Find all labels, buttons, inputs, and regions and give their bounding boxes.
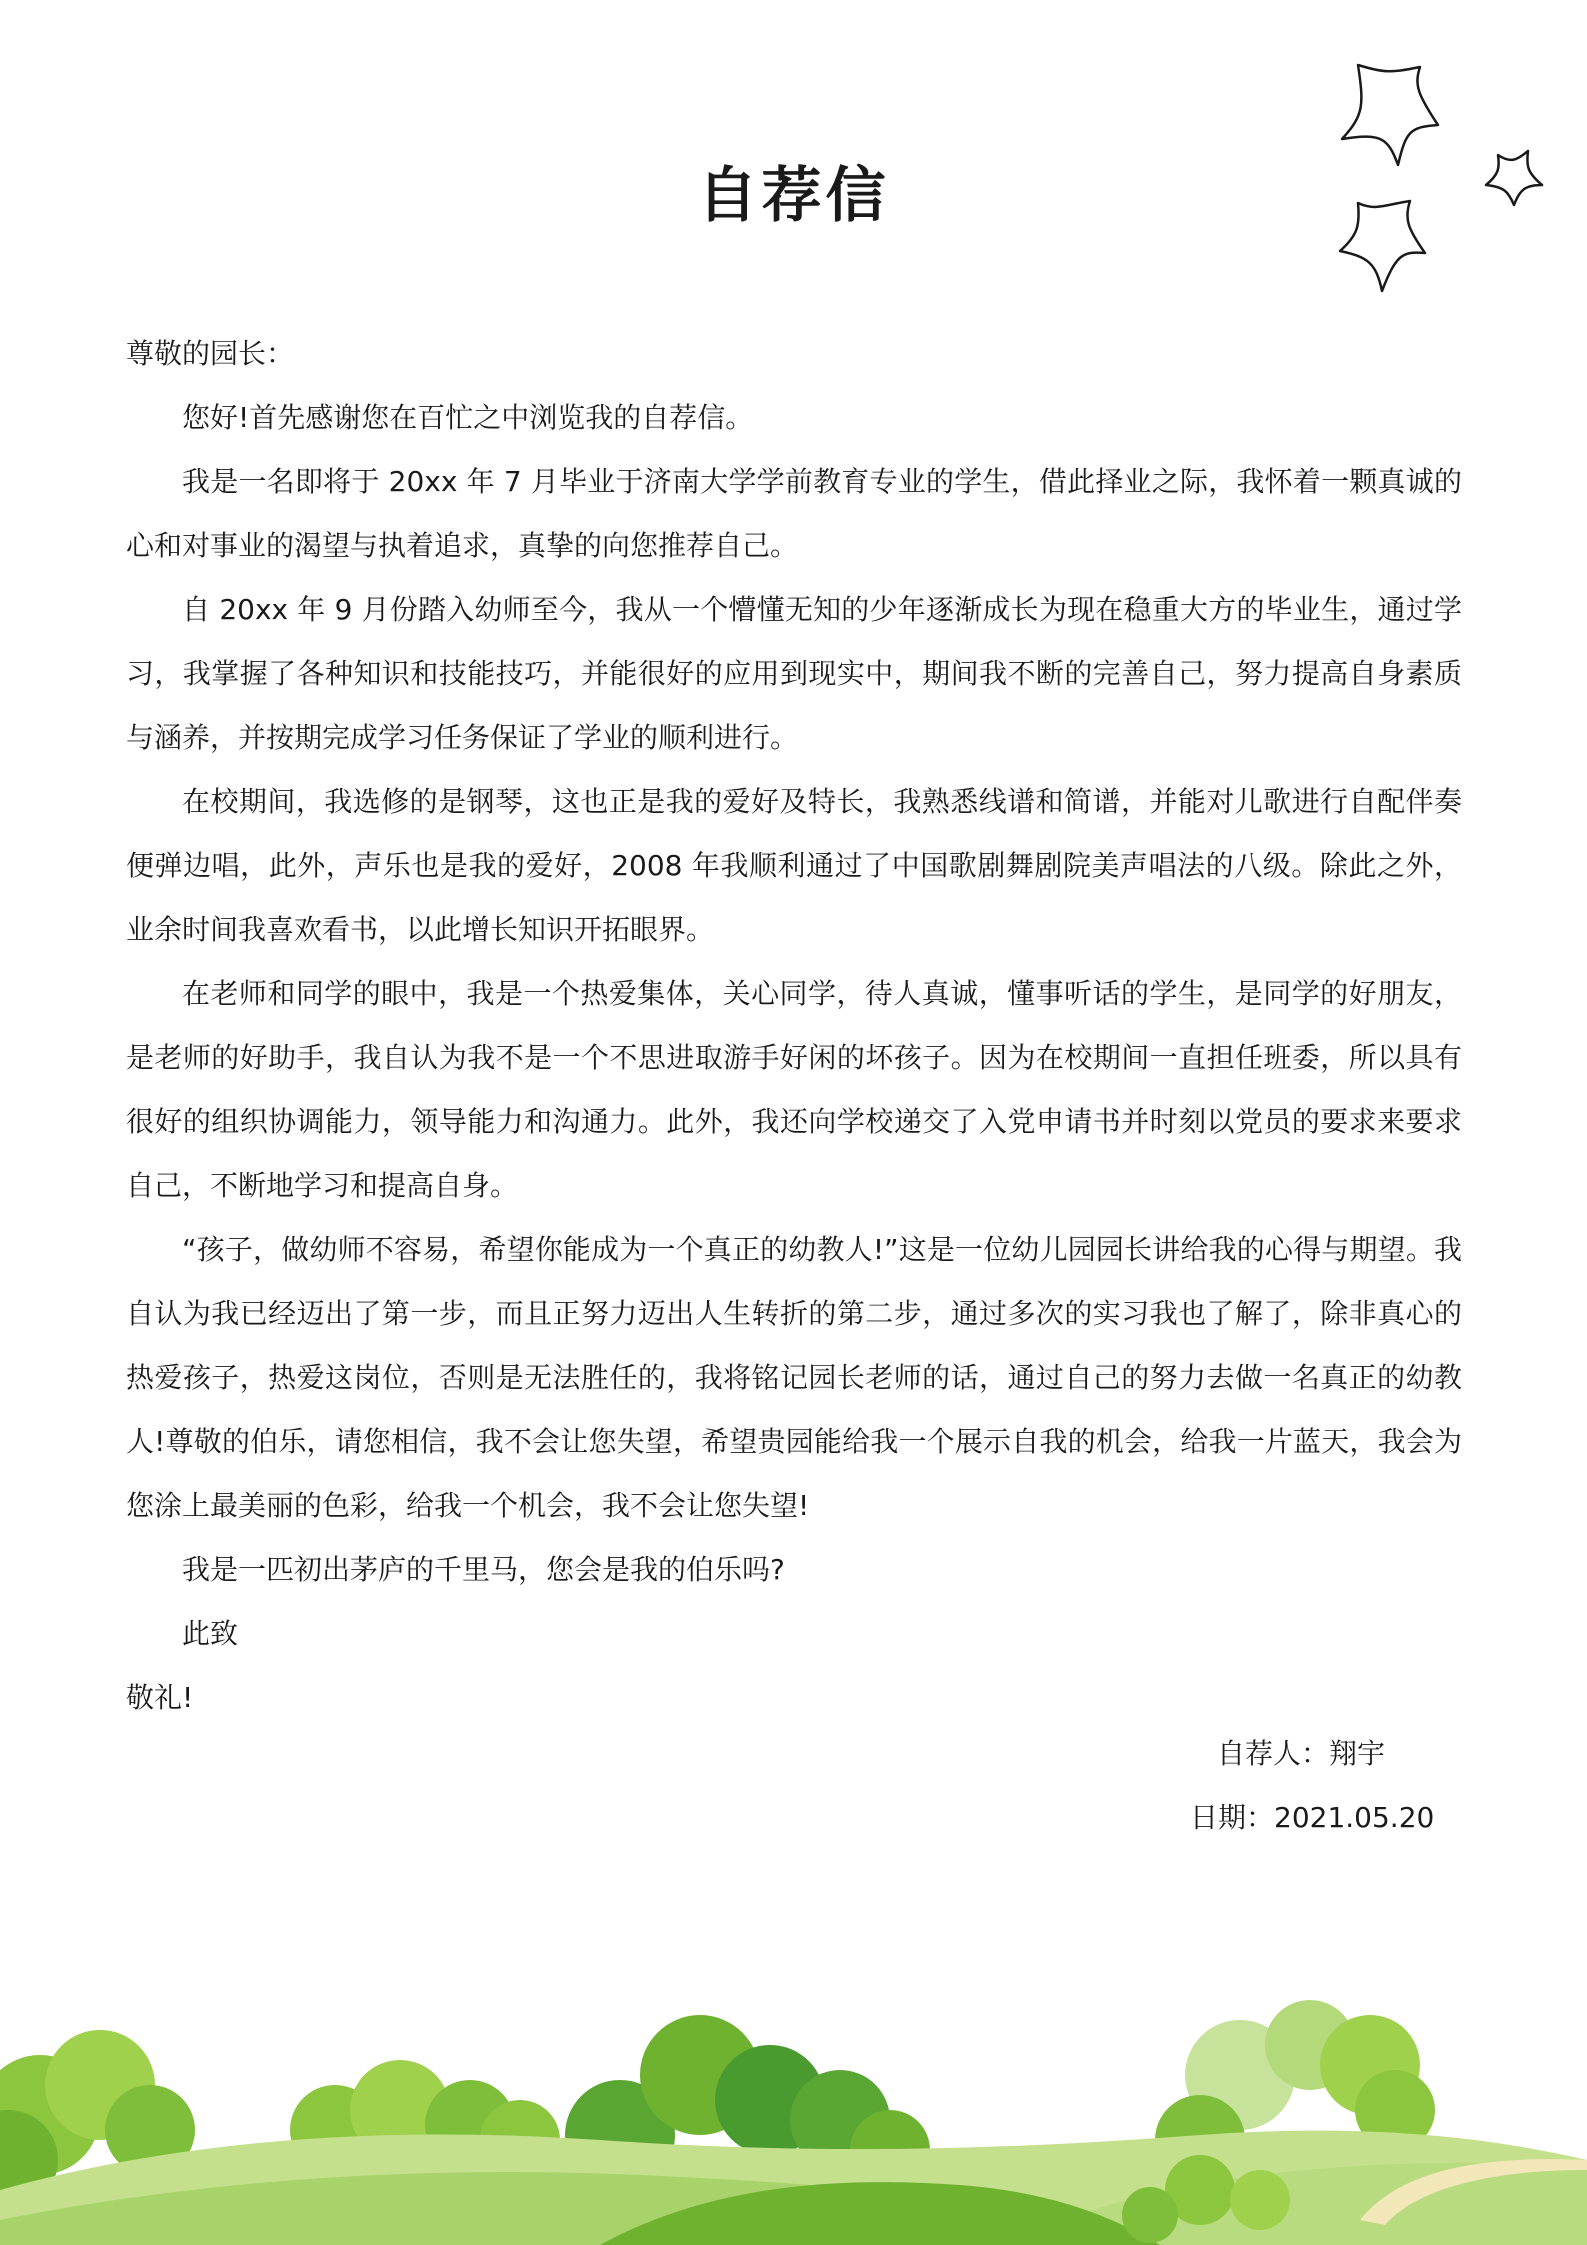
closing: 敬礼! (126, 1681, 194, 1714)
signer: 自荐人：翔宇 (1217, 1737, 1386, 1770)
star-outline-icon (1330, 55, 1550, 300)
star-small-icon (1486, 151, 1542, 205)
salutation: 尊敬的园长： (126, 337, 295, 370)
date: 日期：2021.05.20 (1190, 1801, 1435, 1834)
paragraph-zhici: 此致 (182, 1617, 239, 1650)
paragraph-skills: 在校期间，我选修的是钢琴，这也正是我的爱好及特长，我熟悉线谱和简谱，并能对儿歌进行自配伴奏便弹边唱，此外，声乐也是我的爱好，2008 年我顺利通过了中国歌剧舞剧院美声唱法的八级。除此之外，业余时间我喜欢看书，以此增长知识开拓眼界。 (126, 785, 1462, 946)
paragraph-greeting: 您好!首先感谢您在百忙之中浏览我的自荐信。 (182, 401, 754, 434)
star-medium-icon (1340, 201, 1425, 291)
paragraph-aspiration: “孩子，做幼师不容易，希望你能成为一个真正的幼教人!”这是一位幼儿园园长讲给我的心得与期望。我自认为我已经迈出了第一步，而且正努力迈出人生转折的第二步，通过多次的实习我也了解了，除非真心的热爱孩子，热爱这岗位，否则是无法胜任的，我将铭记园长老师的话，通过自己的努力去做一名真正的幼教人!尊敬的伯乐，请您相信，我不会让您失望，希望贵园能给我一个展示自我的机会，给我一片蓝天，我会为您涂上最美丽的色彩，给我一个机会，我不会让您失望! (126, 1233, 1462, 1522)
document-title: 自荐信 (697, 161, 890, 231)
star-large-icon (1342, 65, 1438, 165)
paragraph-character: 在老师和同学的眼中，我是一个热爱集体，关心同学，待人真诚，懂事听话的学生，是同学的好朋友，是老师的好助手，我自认为我不是一个不思进取游手好闲的坏孩子。因为在校期间一直担任班委，所以具有很好的组织协调能力，领导能力和沟通力。此外，我还向学校递交了入党申请书并时刻以党员的要求来要求自己，不断地学习和提高自身。 (126, 977, 1462, 1202)
paragraph-intro: 我是一名即将于 20xx 年 7 月毕业于济南大学学前教育专业的学生，借此择业之际，我怀着一颗真诚的心和对事业的渴望与执着追求，真挚的向您推荐自己。 (126, 465, 1462, 562)
paragraph-question: 我是一匹初出茅庐的千里马，您会是我的伯乐吗? (182, 1553, 785, 1586)
paragraph-study: 自 20xx 年 9 月份踏入幼师至今，我从一个懵懂无知的少年逐渐成长为现在稳重大方的毕业生，通过学习，我掌握了各种知识和技能技巧，并能很好的应用到现实中，期间我不断的完善自己，努力提高自身素质与涵养，并按期完成学习任务保证了学业的顺利进行。 (126, 593, 1462, 754)
green-hills-bushes-icon (0, 1990, 1587, 2245)
letter-body (126, 322, 1462, 1730)
signature-block (1190, 1722, 1434, 1850)
